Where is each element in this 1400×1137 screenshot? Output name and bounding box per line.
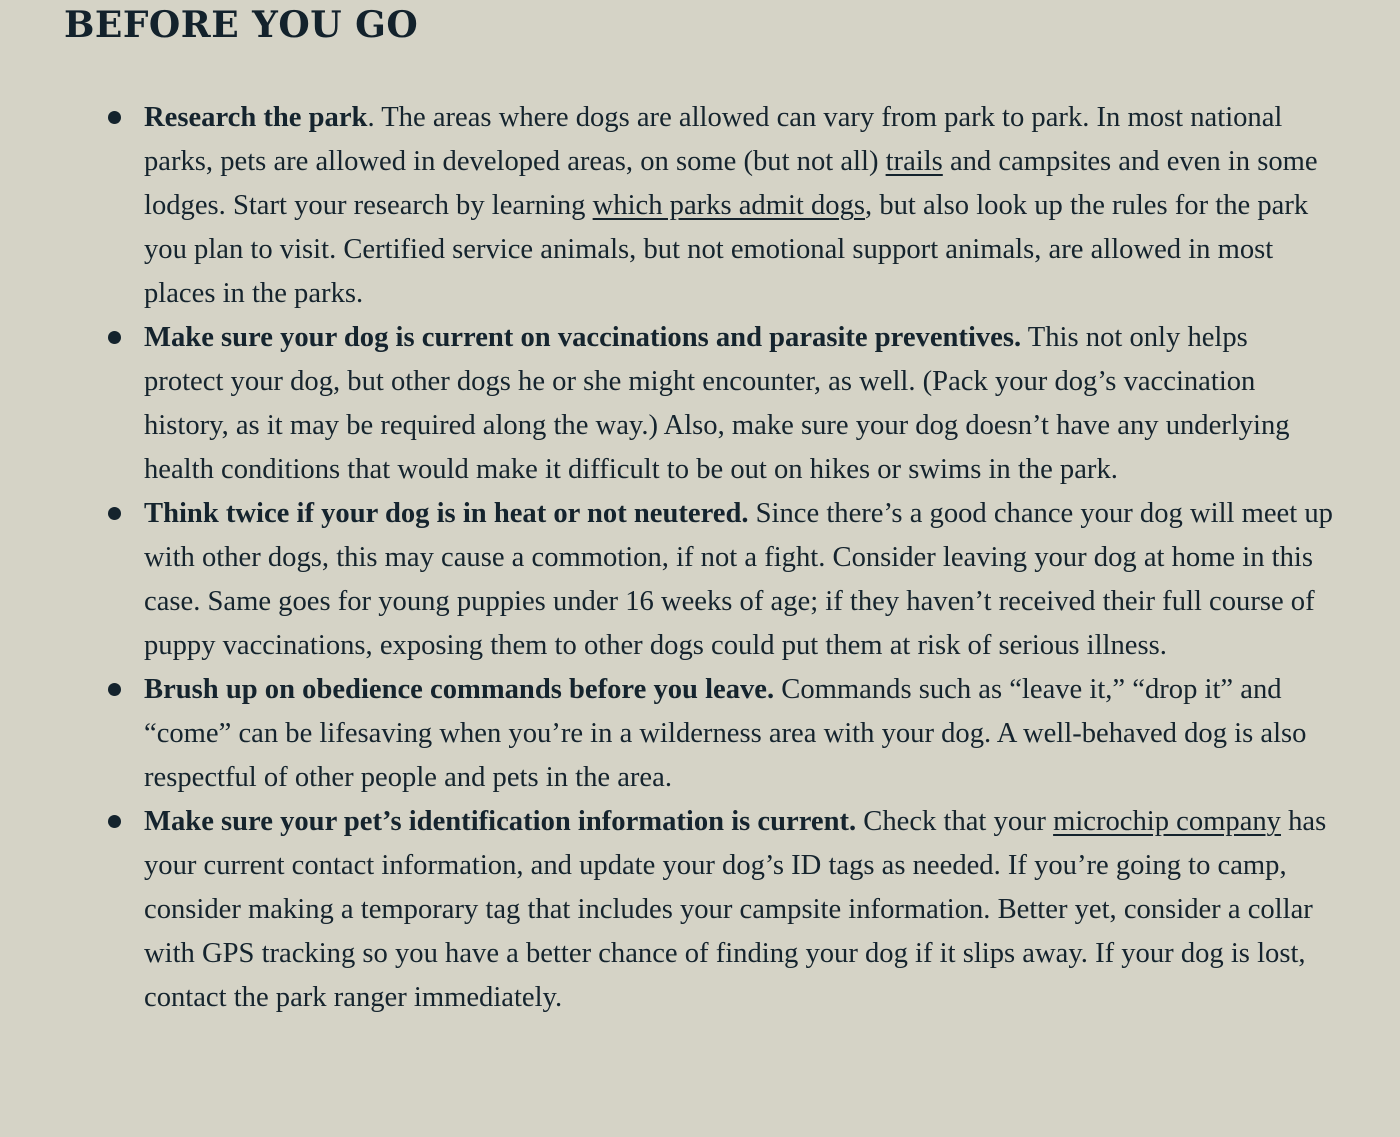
tip-text: . The areas where dogs are allowed can vary from park to park. In most national parks, pets are allowed in developed areas, on some (but not all): [144, 102, 1283, 177]
microchip-company-link[interactable]: microchip company: [1053, 806, 1281, 837]
tip-lead: Research the park: [144, 102, 368, 133]
tip-text: Since there’s a good chance your dog will meet up with other dogs, this may cause a commotion, if not a fight. Consider leaving your dog at home in this case. Same goes for young puppies under 16 weeks of age; if they haven’t received their full course of puppy vaccinations, exposing them to other dogs could put them at risk of serious illness.: [144, 498, 1333, 661]
tip-text: This not only helps protect your dog, but other dogs he or she might encounter, as well. (Pack your dog’s vaccination history, as it may be required along the way.) Also, make sure your dog doesn’t have any underlying health conditions that would make it difficult to be out on hikes or swims in the park.: [144, 322, 1290, 485]
tips-list: [144, 96, 1334, 1020]
trails-link[interactable]: trails: [885, 146, 943, 177]
parks-admit-dogs-link[interactable]: which parks admit dogs: [592, 190, 866, 221]
bullet-icon: [108, 683, 121, 696]
bullet-icon: [108, 815, 121, 828]
list-item: [144, 668, 1334, 800]
bullet-icon: [108, 331, 121, 344]
list-item: [144, 316, 1334, 492]
tip-text: , but also look up the rules for the park you plan to visit. Certified service animals, but not emotional support animals, are allowed in most places in the parks.: [144, 190, 1309, 309]
list-item: [144, 492, 1334, 668]
tip-text: Check that your: [856, 806, 1054, 837]
tip-lead: Brush up on obedience commands before you leave.: [144, 674, 775, 705]
tip-lead: Make sure your dog is current on vaccinations and parasite preventives.: [144, 322, 1022, 353]
tip-text: Commands such as “leave it,” “drop it” and “come” can be lifesaving when you’re in a wilderness area with your dog. A well-behaved dog is also respectful of other people and pets in the area.: [144, 674, 1307, 793]
bullet-icon: [108, 507, 121, 520]
tip-text: has your current contact information, and update your dog’s ID tags as needed. If you’re going to camp, consider making a temporary tag that includes your campsite information. Better yet, consider a collar with GPS tracking so you have a better chance of finding your dog if it slips away. If your dog is lost, contact the park ranger immediately.: [144, 806, 1327, 1013]
section-heading: BEFORE YOU GO: [64, 4, 419, 46]
bullet-icon: [108, 111, 121, 124]
tip-lead: Think twice if your dog is in heat or not neutered.: [144, 498, 749, 529]
list-item: [144, 96, 1334, 316]
tip-text: and campsites and even in some lodges. Start your research by learning: [144, 146, 1318, 221]
tip-lead: Make sure your pet’s identification information is current.: [144, 806, 857, 837]
list-item: [144, 800, 1334, 1020]
